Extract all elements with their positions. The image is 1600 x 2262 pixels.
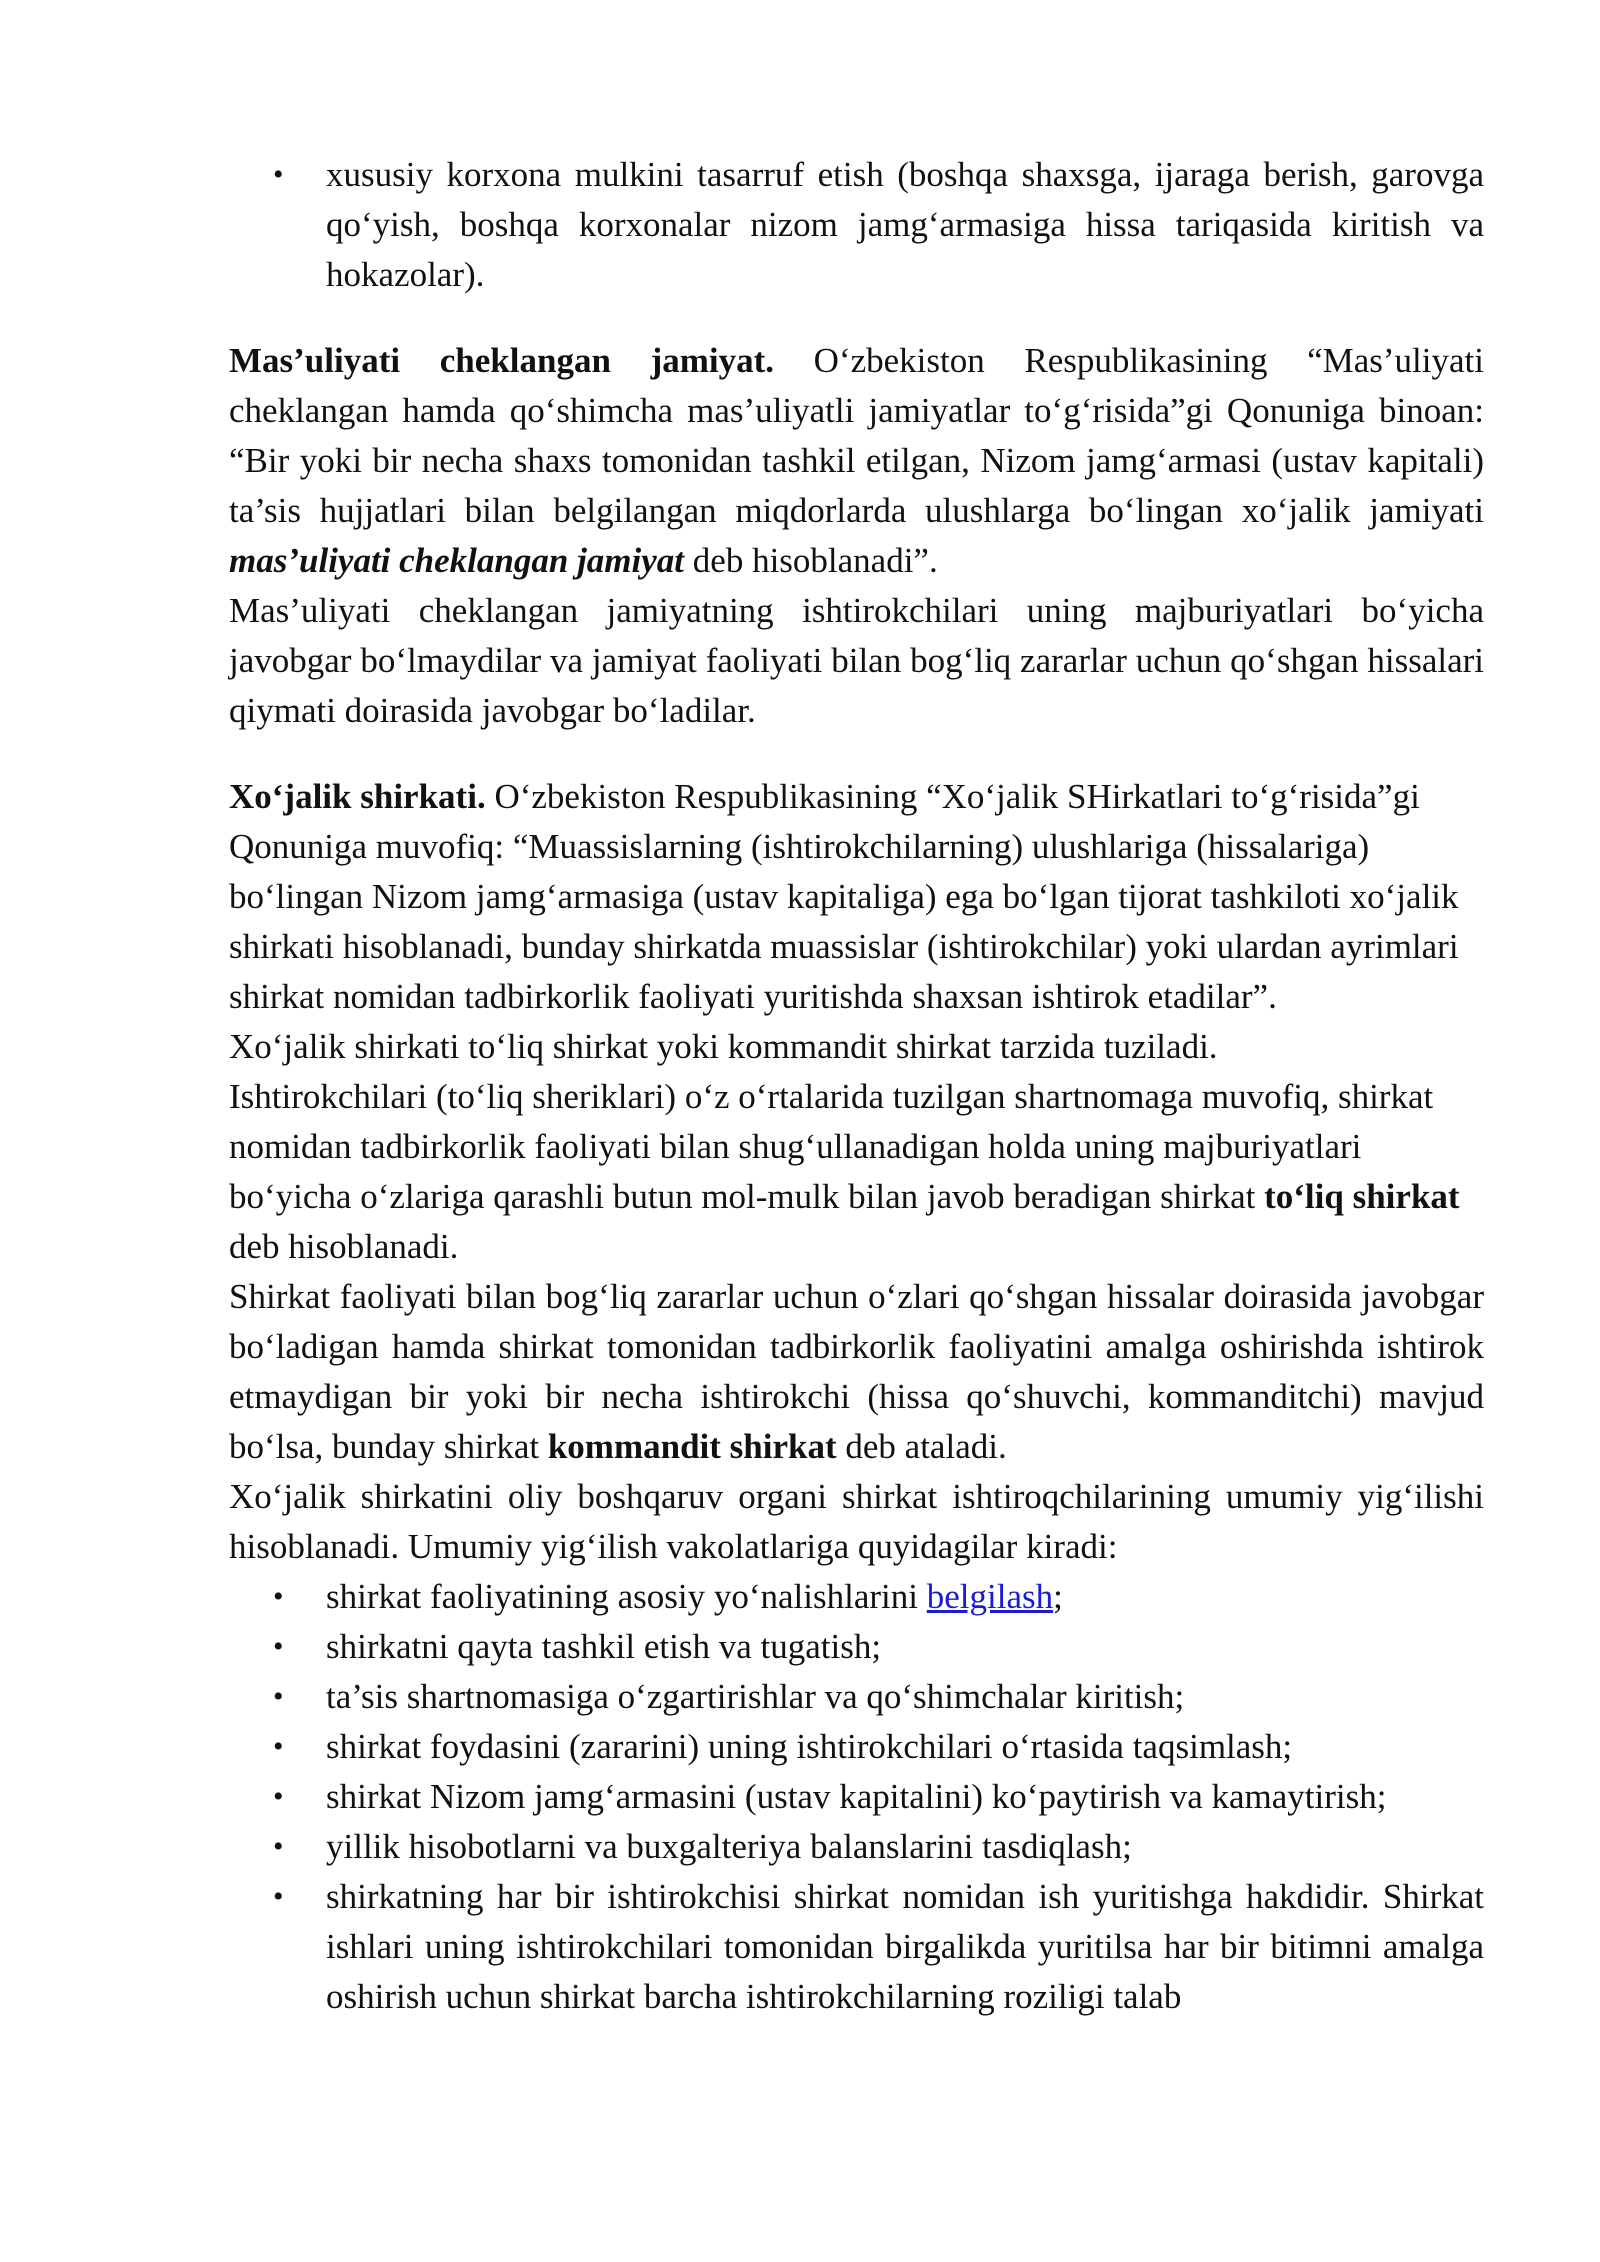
shirkat-definition-paragraph [229,772,1484,1022]
list-item-text: shirkat foydasini (zararini) uning ishtirokchilari o‘rtasida taqsimlash; [326,1727,1293,1766]
bullet-icon: • [273,1830,284,1863]
list-item [229,1872,1484,2022]
bullet-icon: • [273,1630,284,1663]
bullet-icon: • [273,1780,284,1813]
list-item-text: shirkatni qayta tashkil etish va tugatish; [326,1627,882,1666]
governance-paragraph: Xo‘jalik shirkatini oliy boshqaruv organi shirkat ishtiroqchilarining umumiy yig‘ilishi hisoblanadi. Umumiy yig‘ilish vakolatlariga quyidagilar kiradi: [229,1477,1484,1566]
limited-partnership-paragraph [229,1272,1484,1472]
shirkat-types-paragraph: Xo‘jalik shirkati to‘liq shirkat yoki kommandit shirkat tarzida tuziladi. [229,1027,1218,1066]
list-item-text: yillik hisobotlarni va buxgalteriya balanslarini tasdiqlash; [326,1827,1132,1866]
bullet-icon: • [273,1880,284,1913]
belgilash-link[interactable]: belgilash [926,1577,1054,1616]
list-item-text: shirkat Nizom jamg‘armasini (ustav kapitalini) ko‘paytirish va kamaytirish; [326,1777,1387,1816]
list-item [229,150,1484,300]
list-item [229,1622,1484,1672]
list-item-text: ta’sis shartnomasiga o‘zgartirishlar va qo‘shimchalar kiritish; [326,1677,1185,1716]
list-item-text: shirkatning har bir ishtirokchisi shirkat nomidan ish yuritishga hakdidir. Shirkat ishlari uning ishtirokchilari tomonidan birgalikda yuritilsa har bir bitimni amalga oshirish uchun shirkat barcha ishtirokchilarning roziligi talab [326,1877,1484,2016]
shirkat-heading: Xo‘jalik shirkati. [229,777,486,816]
full-partnership-text: Ishtirokchilari (to‘liq sheriklari) o‘z o‘rtalarida tuzilgan shartnomaga muvofiq, shirkat nomidan tadbirkorlik faoliyati bilan shug‘ullanadigan holda uning majburiyatlari bo‘yicha o‘zlariga qarashli butun mol-mulk bilan javob beradigan shirkat [229,1077,1434,1216]
mchj-term: mas’uliyati cheklangan jamiyat [229,541,685,580]
mchj-text-b: deb hisoblanadi”. [684,541,938,580]
list-item [229,1722,1484,1772]
full-partnership-end: deb hisoblanadi. [229,1227,459,1266]
full-partnership-term: to‘liq shirkat [1264,1177,1460,1216]
list-item-punct: ; [1053,1577,1063,1616]
list-item [229,1772,1484,1822]
mchj-liability-paragraph: Mas’uliyati cheklangan jamiyatning ishtirokchilari uning majburiyatlari bo‘yicha javobgar bo‘lmaydilar va jamiyat faoliyati bilan bog‘liq zararlar uchun qo‘shgan hissalari qiymati doirasida javobgar bo‘ladilar. [229,591,1484,730]
mchj-text-a: O‘zbekiston Respublikasining “Mas’uliyati cheklangan hamda qo‘shimcha mas’uliyatli jamiyatlar to‘g‘risida”gi Qonuniga binoan: “Bir yoki bir necha shaxs tomonidan tashkil etilgan, Nizom jamg‘armasi (ustav kapitali) ta’sis hujjatlari bilan belgilangan miqdorlarda ulushlarga bo‘lingan xo‘jalik jamiyati [229,341,1484,530]
shirkat-text-a: O‘zbekiston Respublikasining “Xo‘jalik SHirkatlari to‘g‘risida”gi Qonuniga muvofiq: “Muassislarning (ishtirokchilarning) ulushlariga (hissalariga) bo‘lingan Nizom jamg‘armasiga (ustav kapitaliga) ega bo‘lgan tijorat tashkiloti xo‘jalik shirkati hisoblanadi, bunday shirkatda muassislar (ishtirokchilar) yoki ulardan ayrimlari shirkat nomidan tadbirkorlik faoliyati yuritishda shaxsan ishtirok etadilar”. [229,777,1459,1016]
limited-partnership-text: Shirkat faoliyati bilan bog‘liq zararlar uchun o‘zlari qo‘shgan hissalar doirasida javobgar bo‘ladigan hamda shirkat tomonidan tadbirkorlik faoliyatini amalga oshirishda ishtirok etmaydigan bir yoki bir necha ishtirokchi (hissa qo‘shuvchi, kommanditchi) mavjud bo‘lsa, bunday shirkat [229,1277,1484,1466]
list-item-text: shirkat faoliyatining asosiy yo‘nalishlarini [326,1577,927,1616]
list-item [229,1572,1484,1622]
list-item-text: xususiy korxona mulkini tasarruf etish (boshqa shaxsga, ijaraga berish, garovga qo‘yish, boshqa korxonalar nizom jamg‘armasiga hissa tariqasida kiritish va hokazolar). [326,155,1484,294]
bullet-icon: • [273,1730,284,1763]
mchj-definition-paragraph [229,336,1484,586]
bullet-list-top [229,150,1484,300]
mchj-heading: Mas’uliyati cheklangan jamiyat. [229,341,775,380]
full-partnership-paragraph [229,1072,1484,1272]
limited-partnership-end: deb ataladi. [836,1427,1007,1466]
list-item [229,1822,1484,1872]
bullet-icon: • [273,1680,284,1713]
bullet-icon: • [273,158,284,191]
bullet-icon: • [273,1580,284,1613]
page-content [229,150,1484,2022]
limited-partnership-term: kommandit shirkat [547,1427,837,1466]
list-item [229,1672,1484,1722]
bullet-list-powers [229,1572,1484,2022]
